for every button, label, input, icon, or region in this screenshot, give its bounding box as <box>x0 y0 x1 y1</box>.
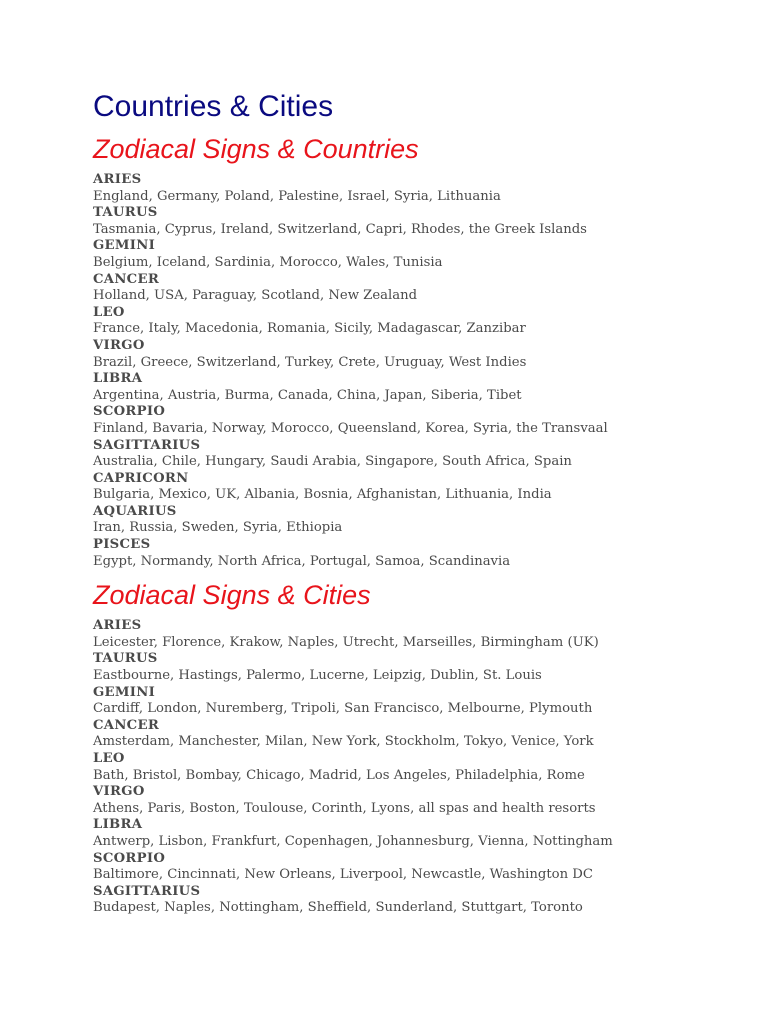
cities-list: Antwerp, Lisbon, Frankfurt, Copenhagen, Johannesburg, Vienna, Nottingham <box>93 833 613 849</box>
document-page <box>93 88 753 917</box>
cities-list: Amsterdam, Manchester, Milan, New York, Stockholm, Tokyo, Venice, York <box>93 734 594 750</box>
countries-list: Egypt, Normandy, North Africa, Portugal, Samoa, Scandinavia <box>93 553 511 569</box>
section-heading-countries: Zodiacal Signs & Countries <box>93 134 419 164</box>
sign-label: SAGITTARIUS <box>93 883 201 899</box>
cities-list: Leicester, Florence, Krakow, Naples, Utrecht, Marseilles, Birmingham (UK) <box>93 634 599 650</box>
sign-label: GEMINI <box>93 238 156 254</box>
sign-label: AQUARIUS <box>93 503 177 519</box>
countries-list: Argentina, Austria, Burma, Canada, China, Japan, Siberia, Tibet <box>93 387 522 403</box>
sign-label: PISCES <box>93 537 151 553</box>
sign-label: VIRGO <box>93 337 145 353</box>
sign-label: CAPRICORN <box>93 470 189 486</box>
countries-list: Bulgaria, Mexico, UK, Albania, Bosnia, Afghanistan, Lithuania, India <box>93 487 552 503</box>
sign-label: TAURUS <box>93 205 158 221</box>
countries-list: Holland, USA, Paraguay, Scotland, New Zealand <box>93 288 418 304</box>
sign-label: SCORPIO <box>93 404 166 420</box>
cities-list: Athens, Paris, Boston, Toulouse, Corinth, Lyons, all spas and health resorts <box>93 800 596 816</box>
sign-label: ARIES <box>93 618 142 634</box>
cities-list: Eastbourne, Hastings, Palermo, Lucerne, Leipzig, Dublin, St. Louis <box>93 668 542 684</box>
section-signs-cities <box>93 578 753 917</box>
sign-label: SAGITTARIUS <box>93 437 201 453</box>
countries-list: Brazil, Greece, Switzerland, Turkey, Crete, Uruguay, West Indies <box>93 354 527 370</box>
sign-label: LIBRA <box>93 371 143 387</box>
cities-list: Baltimore, Cincinnati, New Orleans, Liverpool, Newcastle, Washington DC <box>93 867 593 883</box>
sign-label: SCORPIO <box>93 850 166 866</box>
cities-list: Cardiff, London, Nuremberg, Tripoli, San Francisco, Melbourne, Plymouth <box>93 701 593 717</box>
countries-list: Finland, Bavaria, Norway, Morocco, Queensland, Korea, Syria, the Transvaal <box>93 420 608 436</box>
sign-label: LIBRA <box>93 817 143 833</box>
cities-list: Budapest, Naples, Nottingham, Sheffield, Sunderland, Stuttgart, Toronto <box>93 900 583 916</box>
sign-label: GEMINI <box>93 684 156 700</box>
section-signs-countries <box>93 132 753 570</box>
countries-list: France, Italy, Macedonia, Romania, Sicily, Madagascar, Zanzibar <box>93 321 526 337</box>
cities-list: Bath, Bristol, Bombay, Chicago, Madrid, Los Angeles, Philadelphia, Rome <box>93 767 585 783</box>
countries-list: Australia, Chile, Hungary, Saudi Arabia, Singapore, South Africa, Spain <box>93 454 572 470</box>
sign-label: TAURUS <box>93 651 158 667</box>
page-title: Countries & Cities <box>93 90 334 123</box>
countries-list: Belgium, Iceland, Sardinia, Morocco, Wales, Tunisia <box>93 254 443 270</box>
countries-list: Iran, Russia, Sweden, Syria, Ethiopia <box>93 520 343 536</box>
countries-list: England, Germany, Poland, Palestine, Israel, Syria, Lithuania <box>93 188 501 204</box>
sign-label: CANCER <box>93 717 160 733</box>
sign-label: VIRGO <box>93 784 145 800</box>
section-heading-cities: Zodiacal Signs & Cities <box>93 580 371 611</box>
sign-label: LEO <box>93 304 125 320</box>
sign-label: LEO <box>93 751 125 766</box>
countries-list: Tasmania, Cyprus, Ireland, Switzerland, Capri, Rhodes, the Greek Islands <box>93 221 587 237</box>
sign-label: ARIES <box>93 172 142 187</box>
sign-label: CANCER <box>93 271 160 287</box>
